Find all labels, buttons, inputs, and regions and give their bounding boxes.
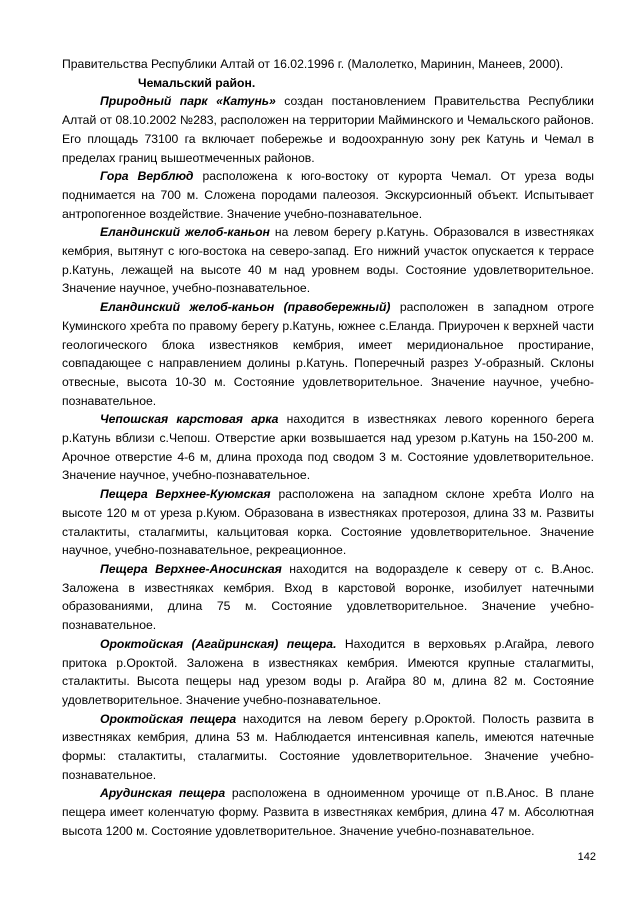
entry-description: расположена к юго-востоку от курорта Чемал. От уреза воды поднимается на 700 м. Сложена породами палеозоя. Экскурсионный объект. Испытывает антропогенное воздействие. Значение учебно-познавательное. — [62, 169, 594, 221]
entry-description: расположен в западном отроге Куминского хребта по правому берегу р.Катунь, южнее с.Еланда. Приурочен к верхней части геологического блока известняков кембрия, имеет меридиональное простирание, совпадающее с направлением долины р.Катунь. Поперечный разрез У-образный. Склоны отвесные, высота 10-30 м. Состояние удовлетворительное. Значение научное, учебно-познавательное. — [62, 300, 594, 408]
entry-katun-park — [62, 92, 594, 167]
entry-description: находится на левом берегу р.Ороктой. Полость развита в известняках кембрия, длина 53 м. Наблюдается интенсивная капель, имеются натечные формы: сталактиты, сталагмиты. Состояние удовлетворительное. Значение учебно-познавательное. — [62, 711, 594, 782]
entry-gora-verblyud — [62, 167, 594, 223]
body-text — [62, 55, 594, 841]
intro-paragraph: Правительства Республики Алтай от 16.02.1996 г. (Малолетко, Маринин, Манеев, 2000). — [62, 57, 564, 71]
entry-term: Ороктойская пещера — [100, 711, 237, 726]
entry-elanda-canyon — [62, 223, 594, 298]
entry-oroktoy-agaira-cave — [62, 635, 594, 710]
entry-cheposh-arch — [62, 410, 594, 485]
entry-description: Находится в верховьях р.Агайра, левого притока р.Ороктой. Заложена в известняках кембрия. Имеются крупные сталагмиты, сталактиты. Высота пещеры над урезом воды р. Агайра 80 м, длина 82 м. Состояние удовлетворительное. Значение учебно-познавательное. — [62, 636, 594, 707]
entry-term: Еландинский желоб-каньон (правобережный) — [100, 300, 391, 315]
section-heading: Чемальский район. — [138, 75, 256, 90]
entry-verkhne-anos-cave — [62, 560, 594, 635]
entry-term: Чепошская карстовая арка — [100, 412, 279, 427]
entry-elanda-canyon-right — [62, 298, 594, 410]
entry-verkhne-kuyum-cave — [62, 485, 594, 560]
entry-oroktoy-cave — [62, 710, 594, 785]
entry-term: Ороктойская (Агайринская) пещера. — [100, 636, 337, 651]
entry-description: на левом берегу р.Катунь. Образовался в известняках кембрия, вытянут с юго-востока на северо-запад. Его нижний участок опускается к террасе р.Катунь, лежащей на высоте 40 м над уровнем воды. Состояние удовлетворительное. Значение научное, учебно-познавательное. — [62, 225, 594, 296]
entry-term: Гора Верблюд — [100, 169, 194, 184]
entry-term: Пещера Верхнее-Куюмская — [100, 487, 271, 502]
entry-description: находится в известняках левого коренного берега р.Катунь вблизи с.Чепош. Отверстие арки возвышается над урезом р.Катунь на 150-200 м. Арочное отверстие 4-6 м, длина прохода под сводом 3 м. Состояние удовлетворительное. Значение научное, учебно-познавательное. — [62, 412, 594, 483]
entry-term: Еландинский желоб-каньон — [100, 225, 270, 240]
entry-description: расположена на западном склоне хребта Иолго на высоте 120 м от уреза р.Куюм. Образована в известняках протерозоя, длина 33 м. Развиты сталактиты, сталагмиты, кальцитовая корка. Состояние удовлетворительное. Значение научное, учебно-познавательное, рекреационное. — [62, 487, 595, 558]
page-number: 142 — [577, 851, 596, 863]
entry-description: находится на водоразделе к северу от с. В.Анос. Заложена в известняках кембрия. Вход в карстовой воронке, изобилует натечными образованиями, длина 75 м. Состояние удовлетворительное. Значение учебно-познавательное. — [62, 561, 594, 633]
entry-arudin-cave — [62, 784, 594, 840]
entry-description: создан постановлением Правительства Республики Алтай от 08.10.2002 №283, расположен на территории Майминского и Чемальского районов. Его площадь 73100 га включает побережье и водоохранную зону рек Катунь и Чемал в пределах границ вышеотмеченных районов. — [62, 94, 594, 165]
entry-term: Пещера Верхнее-Аносинская — [100, 561, 282, 576]
entry-term: Арудинская пещера — [100, 786, 226, 801]
entry-term: Природный парк «Катунь» — [100, 94, 276, 109]
entry-description: расположена в одноименном урочище от п.В.Анос. В плане пещера имеет коленчатую форму. Развита в известняках кембрия, длина 47 м. Абсолютная высота 1200 м. Состояние удовлетворительное. Значение учебно-познавательное. — [62, 786, 594, 838]
